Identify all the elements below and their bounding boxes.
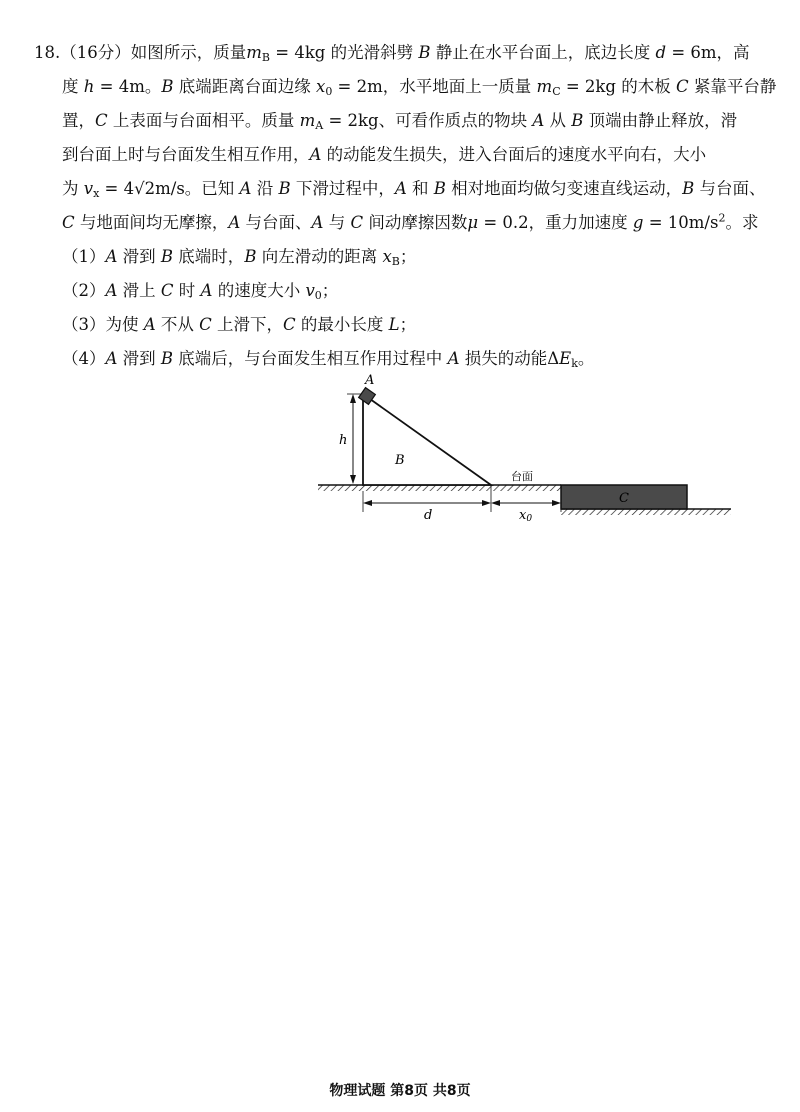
problem-line-4: 到台面上时与台面发生相互作用，A 的动能发生损失，进入台面后的速度水平向右，大小 (62, 145, 707, 164)
height-arrow-top-head (350, 394, 356, 403)
problem-18 (34, 36, 777, 376)
x0-arrow-left-head (491, 500, 500, 506)
label-d: d (424, 508, 433, 522)
ground-hatch (561, 509, 731, 515)
d-arrow-right-head (482, 500, 491, 506)
question-1: （1）A 滑到 B 底端时，B 向左滑动的距离 $x_B$； (62, 247, 417, 268)
x0-arrow-right-head (552, 500, 561, 506)
page-footer: 物理试题 第8页 共8页 (329, 1083, 471, 1099)
physics-figure (315, 372, 745, 522)
question-2: （2）A 滑上 C 时 A 的速度大小 $v_0$； (62, 281, 339, 302)
problem-line-1: 18.（16分）如图所示，质量$m_B = 4kg$ 的光滑斜劈 B 静止在水平台面上，底边长度 d = 6m，高 (34, 43, 750, 64)
label-c: C (619, 491, 629, 506)
problem-line-6: C 与地面间均无摩擦，A 与台面、A 与 C 间动摩擦因数μ = 0.2，重力加速度 $g = 10m/s^2$。求 (62, 211, 759, 232)
question-3: （3）为使 A 不从 C 上滑下，C 的最小长度 L； (62, 315, 417, 334)
figure-svg (315, 372, 745, 522)
label-a: A (365, 373, 375, 388)
label-x0: x0 (519, 508, 533, 522)
label-b: B (395, 453, 405, 468)
problem-line-2: 度 h = 4m。B 底端距离台面边缘 $x_0 = 2m$，水平地面上一质量 $m_C = 2kg$ 的木板 C 紧靠平台静 (62, 77, 777, 98)
d-arrow-left-head (363, 500, 372, 506)
question-4: （4）A 滑到 B 底端后，与台面发生相互作用过程中 A 损失的动能$\Delta E_k$。 (62, 349, 595, 370)
problem-line-3: 置，C 上表面与台面相平。质量 $m_A = 2kg$、可看作质点的物块 A 从 B 顶端由静止释放，滑 (62, 111, 738, 132)
problem-line-5: 为 $v_x = 4√2m/s$。已知 A 沿 B 下滑过程中，A 和 B 相对地面均做匀变速直线运动，B 与台面、 (62, 179, 766, 200)
height-arrow-bottom-head (350, 475, 356, 484)
label-h: h (339, 433, 348, 448)
label-platform: 台面 (511, 470, 533, 483)
wedge-b (363, 394, 491, 485)
